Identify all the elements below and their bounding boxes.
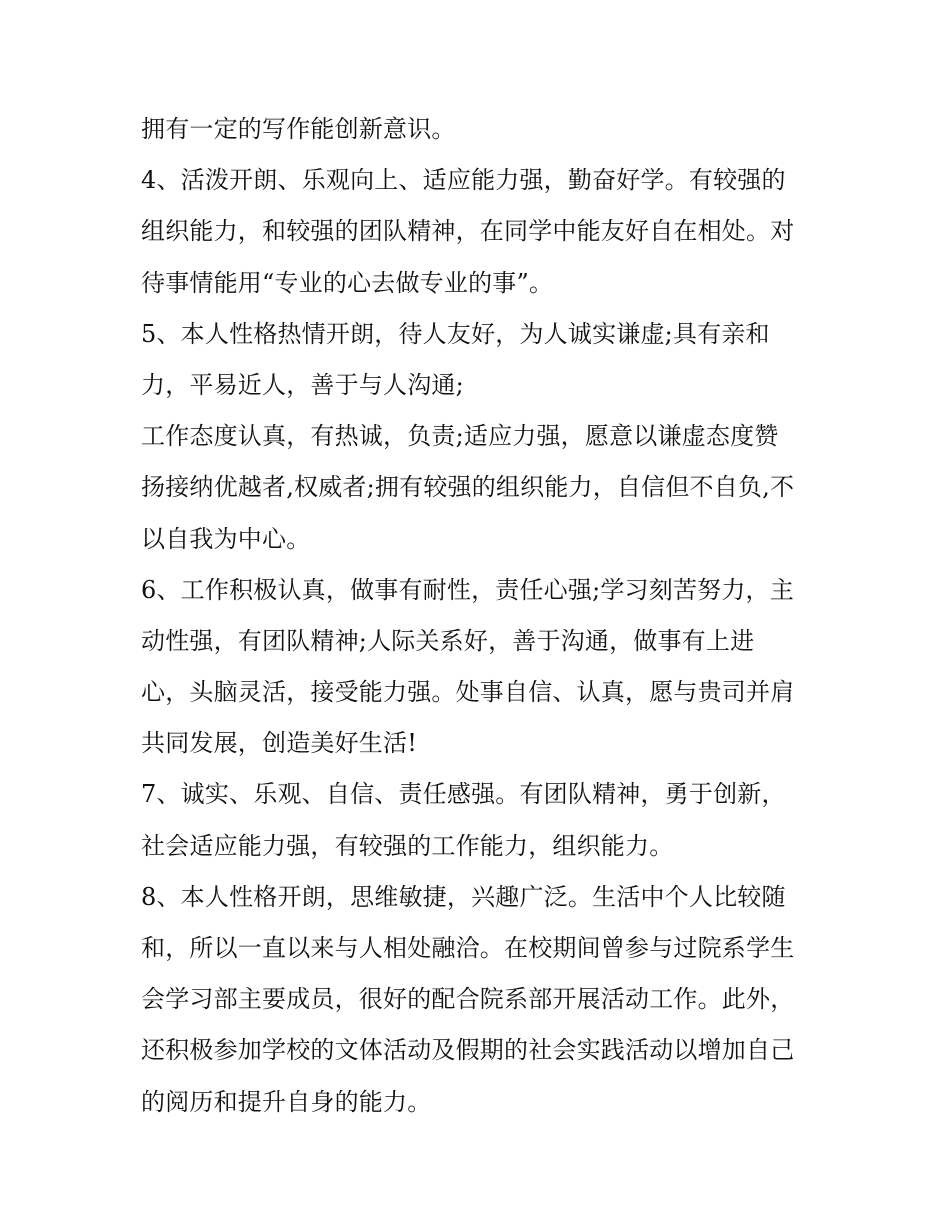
text-line: 以自我为中心。 (141, 524, 311, 553)
text-line: 拥有一定的写作能创新意识。 (141, 115, 456, 143)
text-line: 6、工作积极认真，做事有耐性，责任心强;学习刻苦努力，主 (141, 575, 794, 604)
text-line: 扬接纳优越者,权威者;拥有较强的组织能力，自信但不自负,不 (141, 473, 795, 502)
text-line: 4、活泼开朗、乐观向上、适应能力强，勤奋好学。有较强的 (141, 166, 786, 195)
text-line: 8、本人性格开朗，思维敏捷，兴趣广泛。生活中个人比较随 (141, 882, 786, 911)
text-line: 动性强，有团队精神;人际关系好，善于沟通，做事有上进 (141, 626, 755, 655)
text-line: 组织能力，和较强的团队精神，在同学中能友好自在相处。对 (141, 217, 795, 246)
text-line: 社会适应能力强，有较强的工作能力，组织能力。 (141, 831, 674, 860)
text-line: 和，所以一直以来与人相处融洽。在校期间曾参与过院系学生 (141, 934, 795, 962)
text-line: 会学习部主要成员，很好的配合院系部开展活动工作。此外， (141, 985, 795, 1014)
text-line: 7、诚实、乐观、自信、责任感强。有团队精神，勇于创新， (141, 780, 786, 809)
text-line: 的阅历和提升自身的能力。 (141, 1087, 432, 1116)
body-text (141, 104, 831, 1128)
text-line: 共同发展，创造美好生活! (141, 729, 418, 758)
text-line: 心，头脑灵活，接受能力强。处事自信、认真，愿与贵司并肩 (141, 678, 795, 707)
text-line: 力，平易近人，善于与人沟通; (141, 370, 464, 399)
text-line: 工作态度认真，有热诚，负责;适应力强，愿意以谦虚态度赞 (141, 422, 779, 451)
text-line: 5、本人性格热情开朗，待人友好，为人诚实谦虚;具有亲和 (141, 319, 770, 348)
text-line: 还积极参加学校的文体活动及假期的社会实践活动以增加自己 (141, 1036, 795, 1065)
text-line: 待事情能用“专业的心去做专业的事”。 (141, 268, 554, 297)
